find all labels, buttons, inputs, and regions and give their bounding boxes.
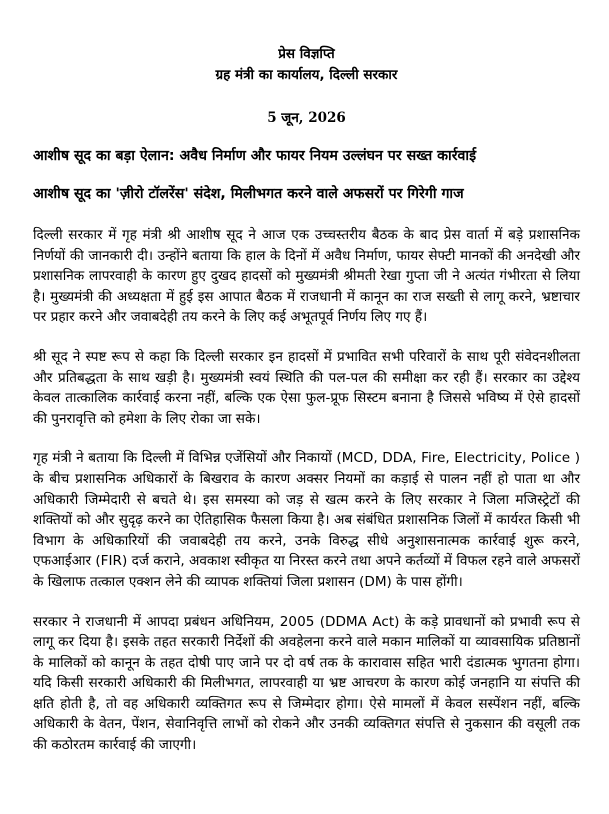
press-release-label: प्रेस विज्ञप्ति — [278, 46, 335, 62]
headline-sub: आशीष सूद का 'ज़ीरो टॉलरेंस' संदेश, मिलीभगत करने वाले अफसरों पर गिरेगी गाज — [33, 186, 464, 202]
body-paragraph-1: दिल्ली सरकार में गृह मंत्री श्री आशीष सूद ने आज एक उच्चस्तरीय बैठक के बाद प्रेस वार्ता में बड़े प्रशासनिक निर्णयों की जानकारी दी। उन्होंने बताया कि हाल के दिनों में अवैध निर्माण, फायर सेफ्टी मानकों की अनदेखी और प्रशासनिक लापरवाही के कारण हुए दुखद हादसों को मुख्यमंत्री श्रीमती रेखा गुप्ता जी ने अत्यंत गंभीरता से लिया है। मुख्यमंत्री की अध्यक्षता में हुई इस आपात बैठक में राजधानी में कानून का राज सख्ती से लागू करने, भ्रष्टाचार पर प्रहार करने और जवाबदेही तय करने के लिए कई अभूतपूर्व निर्णय लिए गए हैं। — [33, 227, 580, 326]
release-date: 5 जून, 2026 — [267, 110, 346, 126]
body-paragraph-4: सरकार ने राजधानी में आपदा प्रबंधन अधिनियम, 2005 (DDMA Act) के कड़े प्रावधानों को प्रभावी रूप से लागू कर दिया है। इसके तहत सरकारी निर्देशों की अवहेलना करने वाले मकान मालिकों या व्यावसायिक प्रतिष्ठानों के मालिकों को कानून के तहत दोषी पाए जाने पर दो वर्ष तक के कारावास सहित भारी दंडात्मक भुगतना होगा। यदि किसी सरकारी अधिकारी की मिलीभगत, लापरवाही या भ्रष्ट आचरण के कारण कोई जनहानि या संपत्ति की क्षति होती है, तो वह अधिकारी व्यक्तिगत रूप से जिम्मेदार होगा। ऐसे मामलों में केवल सस्पेंशन नहीं, बल्कि अधिकारी के वेतन, पेंशन, सेवानिवृत्ति लाभों को रोकने और उनकी व्यक्तिगत संपत्ति से नुकसान की वसूली तक की कठोरतम कार्रवाई की जाएगी। — [33, 613, 580, 754]
body-paragraph-2: श्री सूद ने स्पष्ट रूप से कहा कि दिल्ली सरकार इन हादसों में प्रभावित सभी परिवारों के साथ पूरी संवेदनशीलता और प्रतिबद्धता के साथ खड़ी है। मुख्यमंत्री स्वयं स्थिति की पल-पल की समीक्षा कर रही हैं। सरकार का उद्देश्य केवल तात्कालिक कार्रवाई करना नहीं, बल्कि एक ऐसा फुल-प्रूफ सिस्टम बनाना है जिससे भविष्य में ऐसे हादसों की पुनरावृत्ति को हमेशा के लिए रोका जा सके। — [33, 348, 580, 427]
body-paragraph-3: गृह मंत्री ने बताया कि दिल्ली में विभिन्न एजेंसियों और निकायों (MCD, DDA, Fire, Electricity, Police ) के बीच प्रशासनिक अधिकारों के बिखराव के कारण अक्सर नियमों का कड़ाई से पालन नहीं हो पाता था और अधिकारी जिम्मेदारी से बचते थे। इस समस्या को जड़ से खत्म करने के लिए सरकार ने जिला मजिस्ट्रेटों की शक्तियों को और सुदृढ़ करने का ऐतिहासिक फैसला किया है। अब संबंधित प्रशासनिक जिलों में कार्यरत किसी भी विभाग के अधिकारियों की जवाबदेही तय करने, उनके विरुद्ध सीधे अनुशासनात्मक कार्रवाई शुरू करने, एफआईआर (FIR) दर्ज कराने, अवकाश स्वीकृत या निरस्त करने तथा अपने कर्तव्यों में विफल रहने वाले अफसरों के खिलाफ तत्काल एक्शन लेने की व्यापक शक्तियां जिला प्रशासन (DM) के पास होंगी। — [33, 450, 580, 590]
issuing-office: ग्रह मंत्री का कार्यालय, दिल्ली सरकार — [215, 67, 398, 83]
headline-main: आशीष सूद का बड़ा ऐलान: अवैध निर्माण और फायर नियम उल्लंघन पर सख्त कार्रवाई — [33, 148, 477, 164]
